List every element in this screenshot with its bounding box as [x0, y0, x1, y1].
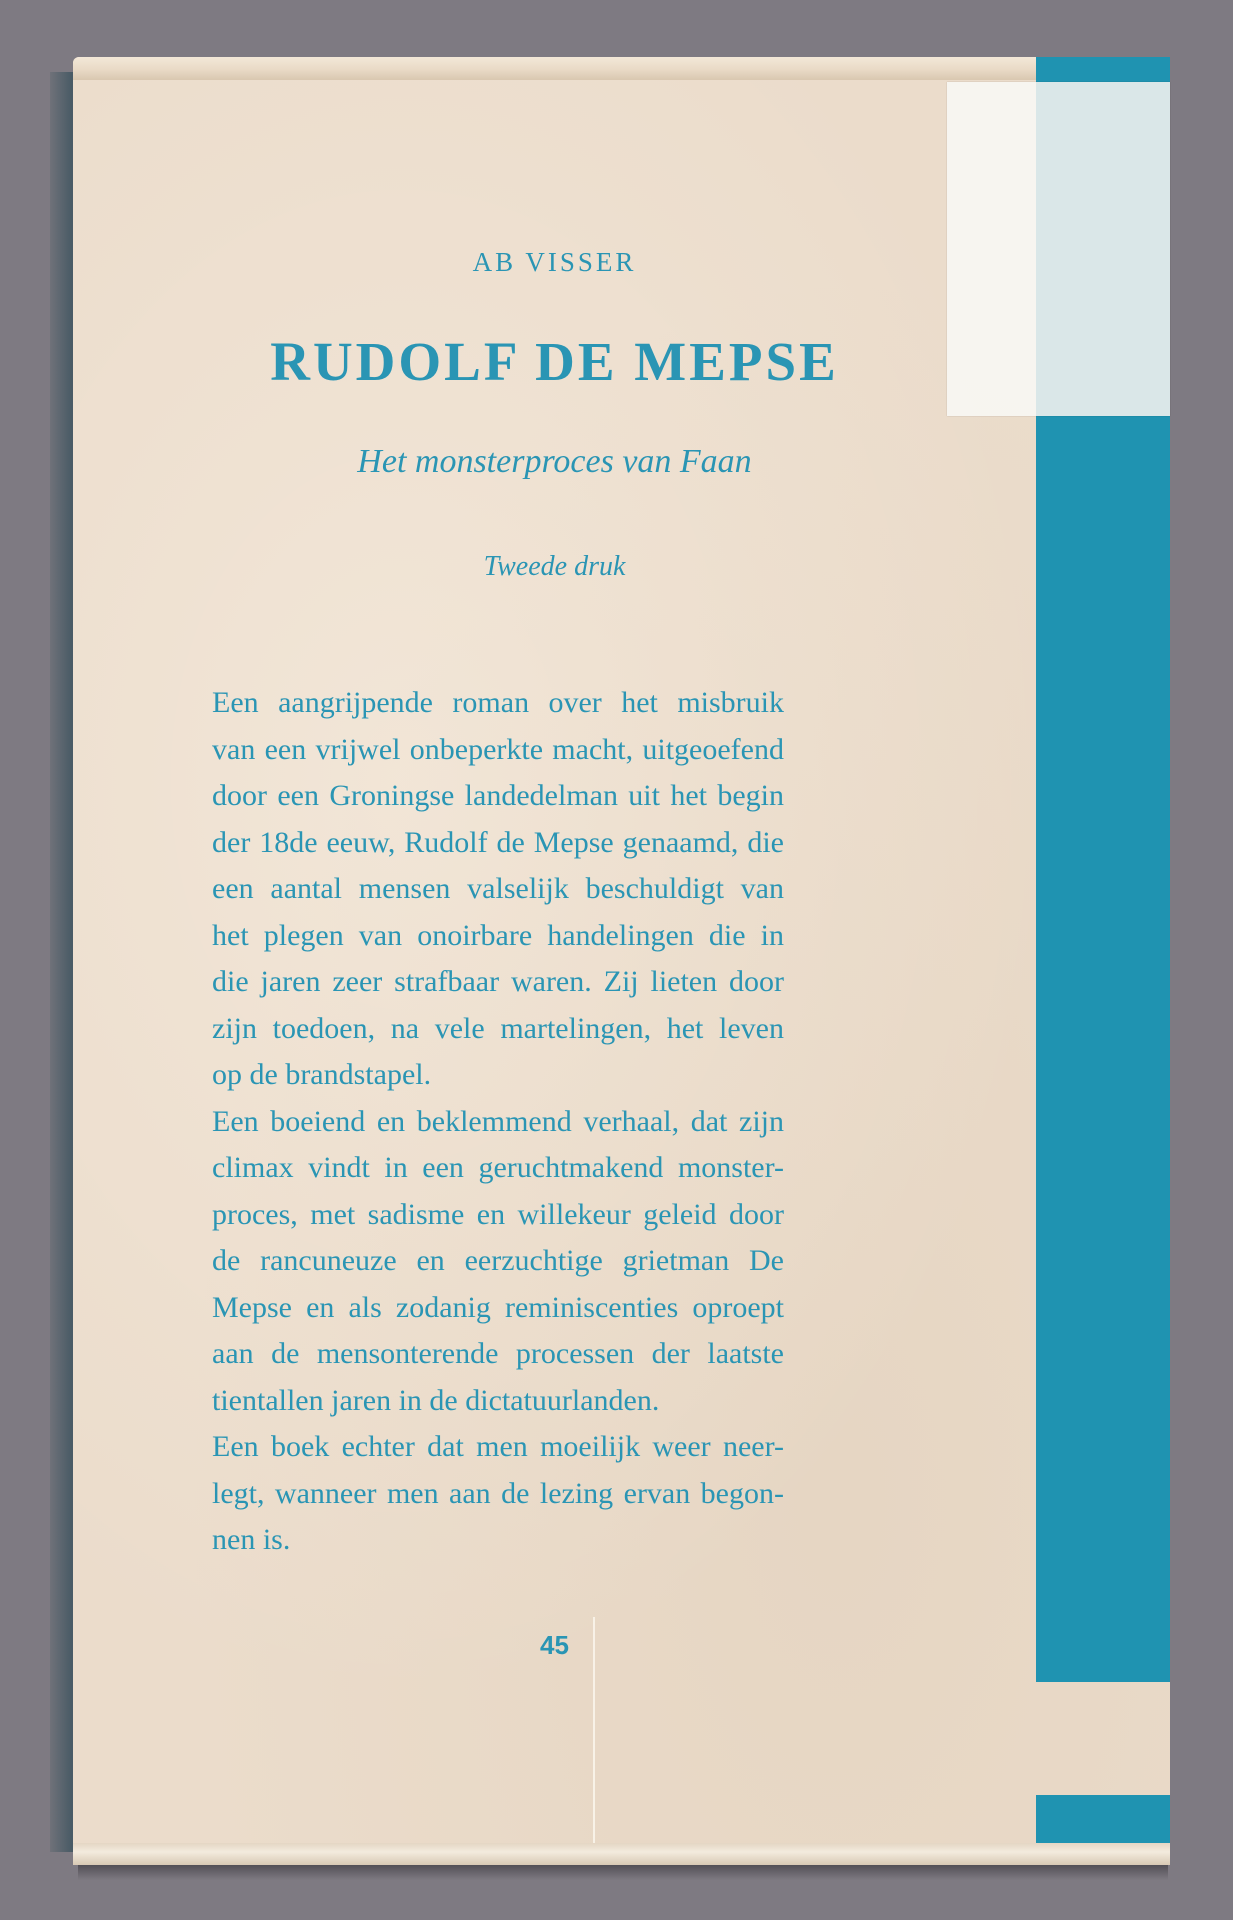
- author-name: AB VISSER: [472, 247, 637, 277]
- blurb-line: der 18de eeuw, Rudolf de Mepse genaamd, die: [212, 825, 784, 859]
- blurb-line: Mepse en als zodanig reminiscenties oproept: [212, 1290, 784, 1324]
- blurb-line: Een boek echter dat men moeilijk weer neer-: [212, 1430, 784, 1463]
- blurb-line: Een boeiend en beklemmend verhaal, dat zijn: [212, 1104, 784, 1138]
- book-back-cover: [73, 57, 1170, 1865]
- blurb-line: nen is.: [212, 1523, 291, 1556]
- blurb-line: van een vrijwel onbeperkte macht, uitgeoefend: [212, 732, 784, 766]
- blurb-line: proces, met sadisme en willekeur geleid door: [212, 1197, 784, 1231]
- blurb-line: aan de mensonterende processen der laatste: [212, 1337, 784, 1370]
- blurb-line: legt, wanneer men aan de lezing ervan begon-: [212, 1476, 784, 1510]
- book-title: RUDOLF DE MEPSE: [270, 331, 839, 392]
- blurb-line: een aantal mensen valselijk beschuldigt van: [212, 872, 784, 905]
- series-number: 45: [540, 1630, 569, 1660]
- blurb-line: zijn toedoen, na vele martelingen, het leven: [212, 1011, 784, 1045]
- blurb-text: [212, 680, 784, 1564]
- blurb-line: de rancuneuze en eerzuchtige grietman De: [212, 1244, 784, 1277]
- blurb-line: het plegen van onoirbare handelingen die in: [212, 918, 784, 952]
- sticker-stripe-tint: [1036, 82, 1170, 416]
- blurb-line: Een aangrijpende roman over het misbruik: [212, 686, 784, 719]
- blurb-line: op de brandstapel.: [212, 1058, 432, 1091]
- edition-label: Tweede druk: [483, 551, 626, 582]
- blurb-line: die jaren zeer strafbaar waren. Zij lieten door: [212, 965, 784, 998]
- cover-text-area: [73, 57, 1036, 1865]
- blurb-line: climax vindt in een geruchtmakend monster-: [212, 1151, 784, 1184]
- blurb-line: door een Groningse landedelman uit het begin: [212, 779, 784, 812]
- book-subtitle: Het monsterproces van Faan: [357, 443, 752, 480]
- blurb-line: tientallen jaren in de dictatuurlanden.: [212, 1383, 660, 1417]
